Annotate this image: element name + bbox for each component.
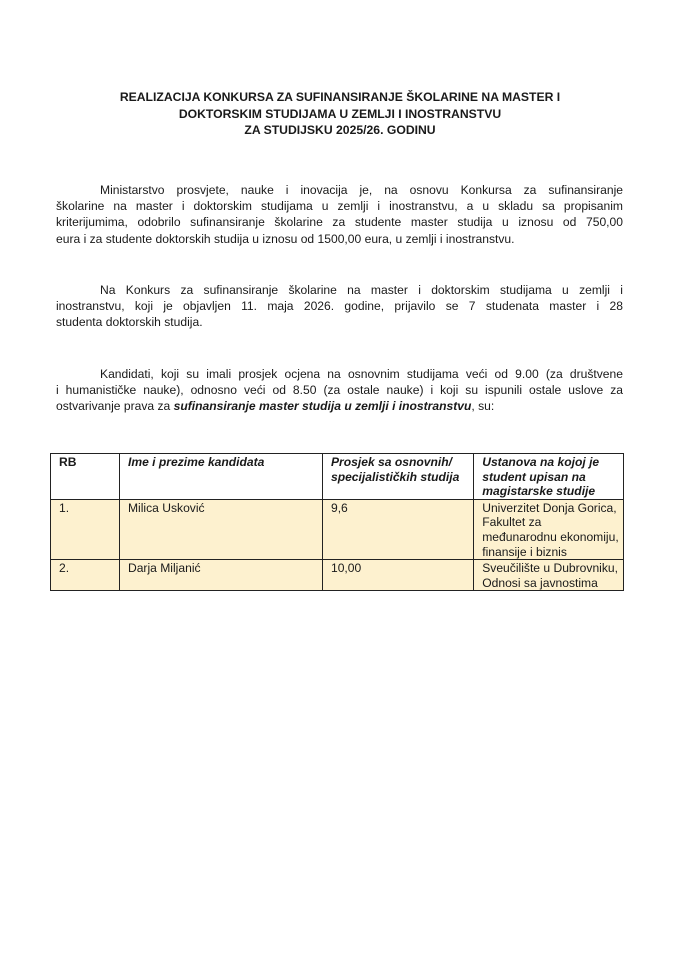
paragraph-line: eura i za studente doktorskih studija u iznosu od 1500,00 eura, u zemlji i inostranstvu. [56, 231, 515, 246]
paragraph-line: kriterijumima, odobrilo sufinansiranje školarine za studente master studija u iznosu od 750,00 [56, 215, 623, 230]
paragraph-line: Kandidati, koji su imali prosjek ocjena na osnovnim studijama veći od 9.00 (za društvene [100, 367, 623, 381]
cell-average: 10,00 [322, 560, 473, 591]
header-name: Ime i prezime kandidata [119, 454, 322, 500]
paragraph-line: školarine na master i doktorskim studijama u zemlji i inostranstvu, a u skladu sa propisanim [56, 199, 623, 214]
header-institution: Ustanova na kojoj je student upisan na magistarske studije [474, 454, 624, 500]
paragraph-approval [56, 182, 623, 247]
criteria-suffix: , su: [471, 399, 495, 414]
cell-name: Darja Miljanić [119, 560, 322, 591]
cell-rb: 2. [51, 560, 120, 591]
header-average: Prosjek sa osnovnih/ specijalističkih studija [322, 454, 473, 500]
header-rb: RB [51, 454, 120, 500]
title-line-1: REALIZACIJA KONKURSA ZA SUFINANSIRANJE ŠKOLARINE NA MASTER I [119, 90, 561, 104]
candidates-table [50, 453, 624, 591]
paragraph-criteria [56, 366, 623, 415]
paragraph-applications [56, 282, 623, 331]
paragraph-line [56, 398, 623, 414]
table-row [51, 499, 624, 559]
cell-name: Milica Usković [119, 499, 322, 559]
cell-average: 9,6 [322, 499, 473, 559]
table-row [51, 560, 624, 591]
criteria-emphasis: sufinansiranje master studija u zemlji i inostranstvu [173, 399, 472, 414]
paragraph-line: studenta doktorskih studija. [56, 315, 203, 330]
paragraph-line: i humanističke nauke), odnosno veći od 8.50 (za ostale nauke) i koji su ispunili ostale uslove za [56, 383, 623, 398]
title-line-2: DOKTORSKIM STUDIJAMA U ZEMLJI I INOSTRANSTVU [178, 106, 502, 121]
paragraph-line: Ministarstvo prosvjete, nauke i inovacija je, na osnovu Konkursa za sufinansiranje [100, 183, 623, 197]
title-line-3: ZA STUDIJSKU 2025/26. GODINU [244, 123, 436, 137]
document-title [60, 89, 620, 139]
table-header-row [51, 454, 624, 500]
paragraph-line: inostranstvu, koji je objavljen 11. maja 2026. godine, prijavilo se 7 studenata master i 28 [56, 299, 623, 314]
cell-institution: Sveučilište u Dubrovniku, Odnosi sa javnostima [474, 560, 624, 591]
cell-institution: Univerzitet Donja Gorica, Fakultet za međunarodnu ekonomiju, finansije i biznis [474, 499, 624, 559]
criteria-prefix: ostvarivanje prava za [56, 399, 174, 414]
cell-rb: 1. [51, 499, 120, 559]
paragraph-line: Na Konkurs za sufinansiranje školarine na master i doktorskim studijama u zemlji i [100, 283, 623, 297]
